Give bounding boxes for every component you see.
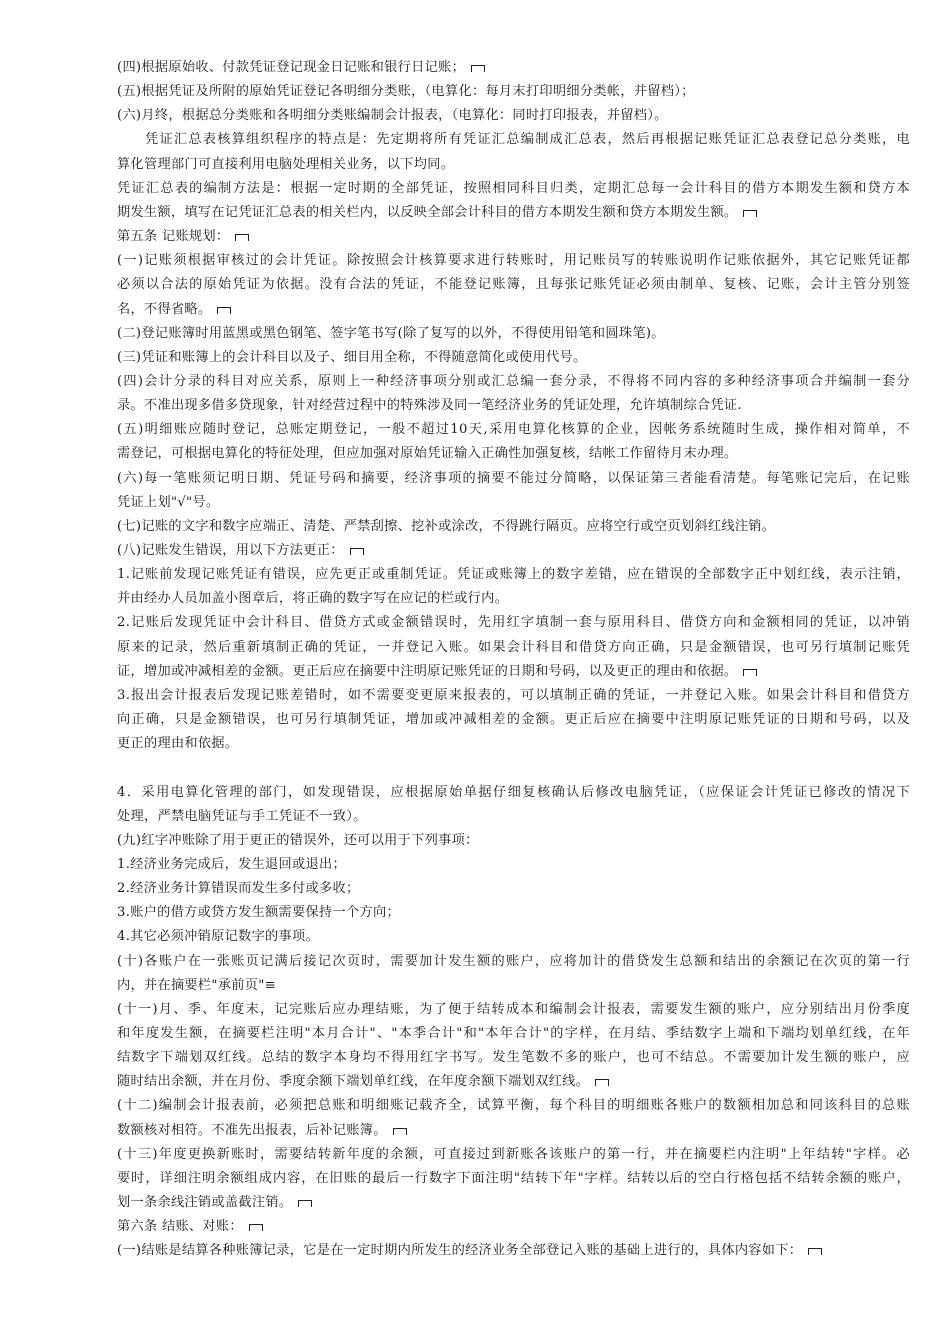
text-line [117, 298, 231, 322]
paragraph-mark-icon [743, 210, 757, 217]
text-line [117, 684, 910, 708]
text-line [117, 1215, 263, 1239]
paragraph-mark-icon [808, 1248, 822, 1255]
text-line [117, 80, 695, 104]
text-line [117, 563, 910, 587]
text-line [117, 636, 910, 660]
line-text: 内，并在摘要栏"承前页"≡ [117, 977, 276, 993]
text-line [117, 732, 238, 756]
line-text: (三)凭证和账簿上的会计科目以及子、细目用全称，不得随意简化或使用代号。 [117, 349, 587, 365]
text-line [117, 853, 346, 877]
line-text: 必须以合法的原始凭证为依据。没有合法的凭证，不能登记账簿，且每张记账凭证必须由制单、复核、记账，会计主管分别签 [117, 277, 910, 293]
line-text: 第六条 结账、对账： [117, 1219, 243, 1235]
text-line [117, 225, 249, 249]
text-line [117, 177, 910, 201]
line-text: (七)记账的文字和数字应端正、清楚、严禁刮擦、挖补或涂改，不得跳行隔页。应将空行或空页划斜红线注销。 [117, 518, 776, 534]
line-text: 和年度发生额，在摘要栏注明"本月合计"、"本季合计"和"本年合计"的字样，在月结、季结数字上端和下端均划单红线，在年 [117, 1026, 910, 1041]
text-line [117, 201, 757, 225]
text-line [117, 515, 775, 539]
line-text: 凭证汇总表的编制方法是：根据一定时期的全部凭证，按照相同科目归类，定期汇总每一会计科目的借方本期发生额和贷方本 [117, 180, 910, 196]
text-line [117, 104, 668, 128]
line-text: 第五条 记账规划： [117, 229, 230, 245]
line-text: (四)会计分录的科目对应关系，原则上一种经济事项分别或汇总编一套分录，不得将不同内容的多种经济事项合并编制一套分 [117, 373, 910, 389]
line-text: (十)各账户在一张账页记满后接记次页时，需要加计发生额的账户，应将加计的借贷发生总额和结出的余额记在次页的第一行 [117, 953, 910, 969]
text-line [117, 394, 742, 418]
text-line [117, 950, 910, 974]
text-line [117, 370, 910, 394]
line-text: (五)根据凭证及所附的原始凭证登记各明细分类账，（电算化：每月末打印明细分类帐，并留档）； [117, 84, 695, 100]
line-text: (八)记账发生错误，用以下方法更正： [117, 543, 344, 558]
text-line [117, 611, 910, 635]
line-text: 2.经济业务计算错误而发生多付或多收； [117, 881, 360, 897]
text-line [145, 128, 910, 152]
text-line [117, 998, 910, 1022]
line-text: 更正的理由和依据。 [117, 736, 239, 752]
line-text: 数额核对相符。不准先出报表，后补记账簿。 [117, 1122, 387, 1138]
line-text: 3.报出会计报表后发现记账差错时，如不需要变更原来报表的，可以填制正确的凭证，一并登记入账。如果会计科目和借贷方 [117, 687, 910, 703]
text-line [117, 1239, 822, 1263]
text-line [117, 539, 364, 563]
text-line [117, 660, 757, 684]
text-line [117, 467, 910, 491]
line-text: 4.其它必须冲销原记数字的事项。 [117, 929, 320, 945]
text-line [117, 346, 586, 370]
text-line [117, 1167, 910, 1191]
line-text: 1.经济业务完成后，发生退回或退出； [117, 856, 346, 872]
paragraph-mark-icon [595, 1079, 609, 1086]
line-text: (一)记账须根据审核过的会计凭证。除按照会计核算要求进行转账时，用记账员写的转账说明作记账依据外，其它记账凭证都 [117, 253, 910, 269]
line-text: 录。不准出现多借多贷现象，针对经营过程中的特殊涉及同一笔经济业务的凭证处理，允许填制综合凭证. [117, 398, 742, 414]
text-line [117, 491, 219, 515]
line-text: (一)结账是结算各种账簿记录，它是在一定时期内所发生的经济业务全部登记入账的基础上进行的，具体内容如下： [117, 1243, 803, 1259]
text-line [117, 877, 359, 901]
paragraph-mark-icon [471, 65, 485, 72]
text-line [117, 418, 910, 442]
text-line [117, 1143, 910, 1167]
text-line [117, 829, 479, 853]
text-line [117, 974, 276, 998]
text-line [117, 249, 910, 273]
text-line [117, 708, 910, 732]
paragraph-mark-icon [743, 669, 757, 676]
line-text: 4．采用电算化管理的部门，如发现错误，应根据原始单据仔细复核确认后修改电脑凭证，（应保证会计凭证已修改的情况下 [117, 784, 910, 800]
line-text: 证，增加或冲减相差的金额。更正后应在摘要中注明原记账凭证的日期和号码，以及更正的理由和依据。 [117, 663, 738, 679]
text-line [117, 1070, 609, 1094]
line-text: (十二)编制会计报表前，必须把总账和明细账记载齐全，试算平衡，每个科目的明细账各账户的数额相加总和同该科目的总账 [117, 1098, 910, 1114]
line-text: 凭证汇总表核算组织程序的特点是：先定期将所有凭证汇总编制成汇总表，然后再根据记账凭证汇总表登记总分类账，电 [145, 132, 910, 148]
line-text: 处理，严禁电脑凭证与手工凭证不一致）。 [117, 808, 367, 824]
line-text: (九)红字冲账除了用于更正的错误外，还可以用于下列事项： [117, 832, 479, 848]
paragraph-mark-icon [393, 1128, 407, 1135]
line-text: 结数字下端划双红线。总结的数字本身均不得用红字书写。发生笔数不多的账户，也可不结总。不需要加计发生额的账户，应 [117, 1050, 910, 1066]
text-line [117, 1046, 910, 1070]
line-text: 期发生额，填写在记凭证汇总表的相关栏内，以反映全部会计科目的借方本期发生额和贷方本期发生额。 [117, 204, 738, 220]
line-text: 算化管理部门可直接利用电脑处理相关业务，以下均同。 [117, 156, 455, 172]
text-line [117, 781, 910, 805]
line-text: 需登记，可根据电算化的特征处理，但应加强对原始凭证输入正确性加强复核，结帐工作留待月末办理。 [117, 446, 738, 462]
text-line [117, 805, 367, 829]
line-text: (六)每一笔账须记明日期、凭证号码和摘要，经济事项的摘要不能过分简略，以保证第三者能看清楚。每笔账记完后，在记账 [117, 470, 910, 486]
line-text: 要时，详细注明余额组成内容，在旧账的最后一行数字下面注明"结转下年"字样。结转以后的空白行格包括不结转余额的账户， [117, 1170, 910, 1186]
line-text: 名，不得省略。 [117, 301, 212, 317]
line-text: 并由经办人员加盖小图章后，将正确的数字写在应记的栏或行内。 [117, 591, 509, 607]
text-line [117, 587, 508, 611]
text-line [117, 153, 454, 177]
text-line [117, 442, 737, 466]
text-line [117, 925, 319, 949]
line-text: (十三)年度更换新账时，需要结转新年度的余额，可直接过到新账各该账户的第一行，并在摘要栏内注明"上年结转"字样。必 [117, 1146, 910, 1162]
paragraph-mark-icon [350, 548, 364, 555]
text-line [117, 56, 485, 80]
line-text: 1.记账前发现记账凭证有错误，应先更正或重制凭证。凭证或账簿上的数字差错，应在错误的全部数字正中划红线，表示注销， [117, 567, 910, 583]
line-text: (四)根据原始收、付款凭证登记现金日记账和银行日记账； [117, 60, 466, 75]
line-text: 向正确，只是金额错误，也可另行填制凭证，增加或冲减相差的金额。更正后应在摘要中注明原记账凭证的日期和号码，以及 [117, 712, 910, 728]
paragraph-mark-icon [217, 307, 231, 314]
line-text: (五)明细账应随时登记，总账定期登记，一般不超过10天,采用电算化核算的企业，因帐务系统随时生成，操作相对简单，不 [117, 422, 910, 438]
line-text: 3.账户的借方或贷方发生额需要保持一个方向； [117, 905, 400, 921]
paragraph-mark-icon [298, 1200, 312, 1207]
text-line [117, 273, 910, 297]
line-text: (二)登记账簿时用蓝黑或黑色钢笔、签字笔书写(除了复写的以外，不得使用铅笔和圆珠笔)。 [117, 325, 665, 341]
text-line [117, 901, 400, 925]
line-text: 划一条余线注销或盖截注销。 [117, 1195, 293, 1211]
text-line [117, 1119, 407, 1143]
text-line [117, 1191, 312, 1215]
line-text: 凭证上划"√"号。 [117, 494, 220, 510]
line-text: 原来的记录，然后重新填制正确的凭证，一并登记入账。如果会计科目和借贷方向正确，只是金额错误，也可另行填制记账凭 [117, 639, 910, 655]
line-text: (六)月终，根据总分类账和各明细分类账编制会计报表，（电算化：同时打印报表，并留档）。 [117, 108, 668, 124]
text-line [117, 1022, 910, 1046]
text-line [117, 322, 665, 346]
paragraph-mark-icon [235, 234, 249, 241]
line-text: 2.记账后发现凭证中会计科目、借贷方式或金额错误时，先用红字填制一套与原用科目、借贷方向和金额相同的凭证，以冲销 [117, 615, 910, 631]
line-text: (十一)月、季、年度末，记完账后应办理结账，为了便于结转成本和编制会计报表，需要发生额的账户，应分别结出月份季度 [117, 1001, 910, 1017]
paragraph-mark-icon [249, 1224, 263, 1231]
text-line [117, 1094, 910, 1118]
line-text: 随时结出余额，并在月份、季度余额下端划单红线，在年度余额下端划双红线。 [117, 1074, 590, 1090]
